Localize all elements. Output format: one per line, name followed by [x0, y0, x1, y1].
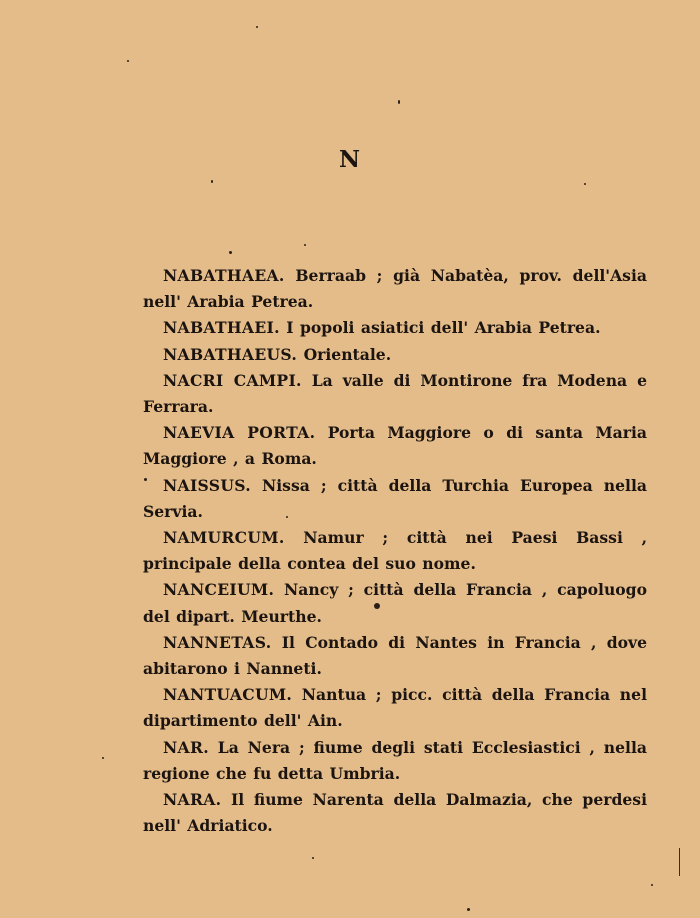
entry-nar [143, 735, 647, 787]
entry-text: La valle di Montirone fra Modena e Ferrara. [143, 370, 647, 417]
entry-headword: NAEVIA PORTA. [163, 423, 316, 443]
scan-speck [304, 244, 306, 246]
entry-text: Orientale. [297, 344, 392, 364]
entry-headword: NABATHAEA. [163, 266, 285, 285]
entry-headword: NAMURCUM. [163, 528, 285, 548]
entry-headword: NABATHAEUS. [163, 344, 298, 364]
entry-nacri-campi [143, 368, 647, 420]
entry-text: Il fiume Narenta della Dalmazia, che perdesi nell' Adriatico. [143, 790, 647, 836]
scan-speck [374, 603, 380, 609]
entry-nannetas [143, 630, 647, 682]
entry-headword: NAISSUS. [163, 475, 251, 495]
entry-text: Nissa ; città della Turchia Europea nella Servia. [143, 475, 647, 521]
scan-speck [398, 100, 400, 104]
gazetteer-entries [143, 263, 647, 839]
entry-naevia-porta [143, 420, 647, 472]
entry-text: Berraab ; già Nabatèa, prov. dell'Asia nell' Arabia Petrea. [143, 266, 647, 312]
entry-text: I popoli asiatici dell' Arabia Petrea. [279, 318, 601, 338]
scan-speck [127, 60, 129, 62]
scan-speck [144, 478, 147, 481]
scan-speck [229, 251, 232, 254]
entry-headword: NAR. [163, 737, 209, 757]
entry-nabathaea [143, 263, 647, 315]
entry-nabathaeus [143, 342, 647, 368]
entry-text: La Nera ; fiume degli stati Ecclesiastici , nella regione che fu detta Umbria. [143, 737, 647, 783]
scan-speck [651, 884, 653, 886]
entry-headword: NABATHAEI. [163, 318, 280, 338]
entry-nabathaei [143, 315, 647, 341]
entry-nantuacum [143, 682, 647, 734]
scan-speck [467, 908, 470, 911]
scan-speck [102, 757, 104, 759]
entry-text: Nantua ; picc. città della Francia nel dipartimento dell' Ain. [143, 685, 647, 731]
scan-speck [584, 183, 586, 185]
entry-headword: NARA. [163, 790, 222, 810]
entry-headword: NANTUACUM. [163, 685, 293, 705]
entry-naissus [143, 473, 647, 525]
entry-headword: NANNETAS. [163, 632, 272, 652]
scan-edge-mark [679, 848, 680, 876]
scan-speck [211, 180, 213, 183]
entry-headword: NACRI CAMPI. [163, 370, 302, 390]
section-letter: N [338, 146, 362, 173]
scan-speck [286, 516, 288, 518]
entry-text: Il Contado di Nantes in Francia , dove abitarono i Nanneti. [143, 632, 647, 679]
scan-speck [312, 857, 314, 859]
entry-namurcum [143, 525, 647, 577]
entry-text: Porta Maggiore o di santa Maria Maggiore , a Roma. [143, 423, 647, 469]
entry-nanceium [143, 577, 647, 629]
entry-nara [143, 787, 647, 839]
scan-speck [256, 26, 258, 28]
entry-text: Namur ; città nei Paesi Bassi , principale della contea del suo nome. [143, 528, 647, 574]
entry-headword: NANCEIUM. [163, 580, 275, 600]
entry-text: Nancy ; città della Francia , capoluogo del dipart. Meurthe. [143, 580, 647, 626]
